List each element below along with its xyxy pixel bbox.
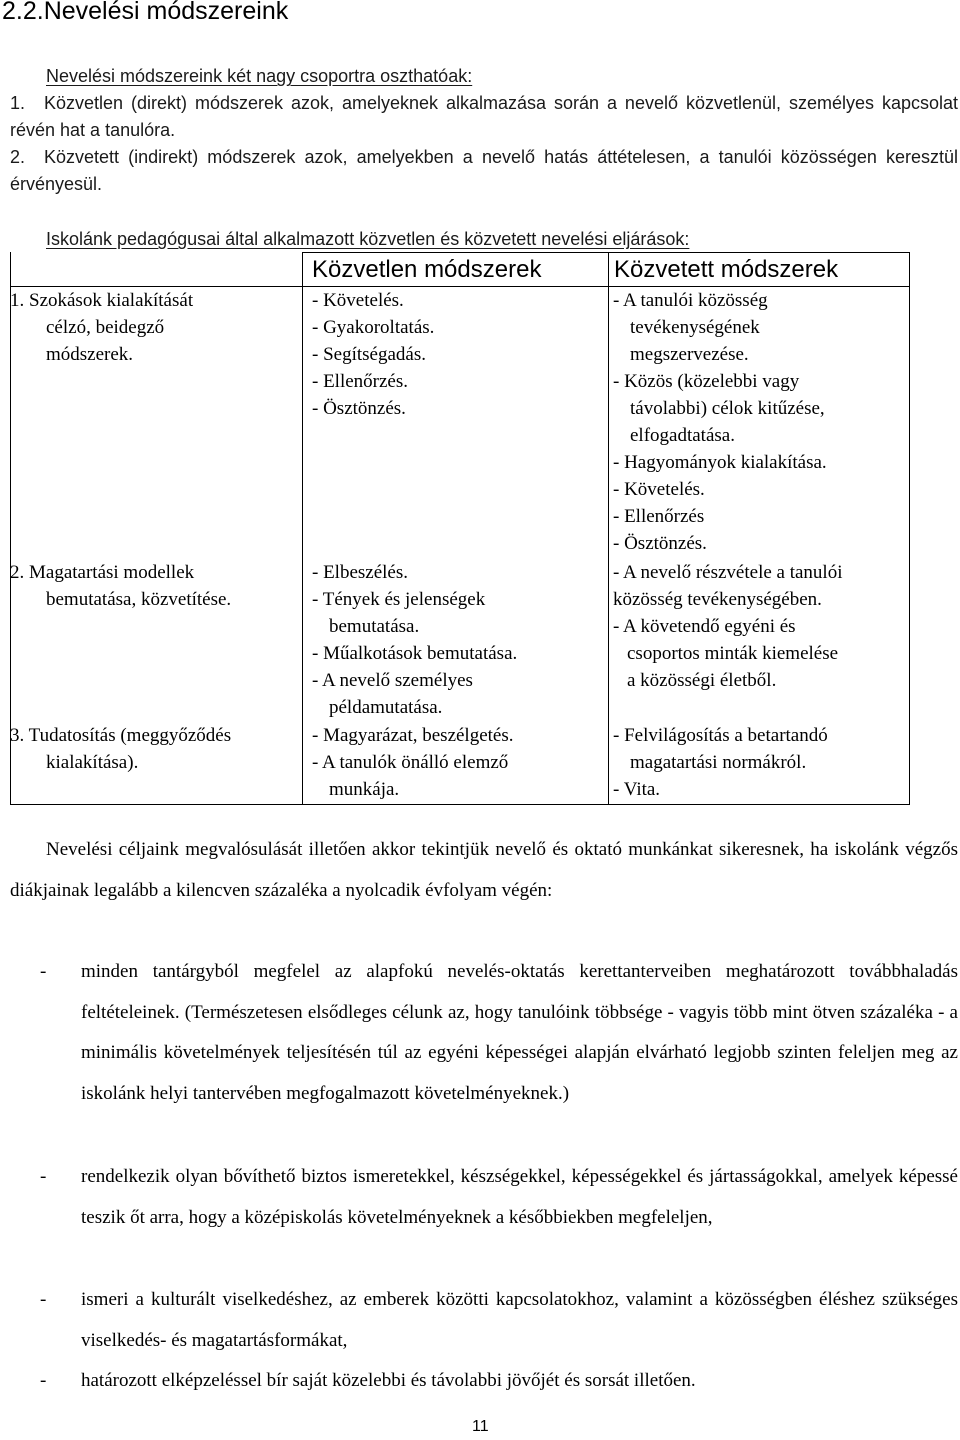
method-line: munkája. [329, 779, 400, 800]
category-line: bemutatása, közvetítése. [46, 589, 232, 610]
method-line: - Gyakoroltatás. [312, 317, 435, 338]
method-line: magatartási normákról. [630, 752, 807, 773]
bullet-text: ismeri a kulturált viselkedéshez, az emberek közötti kapcsolatokhoz, valamint a közösségben éléshez szükséges viselkedés- és magatartásformákat, [81, 1289, 958, 1351]
method-line: - Tények és jelenségek [312, 589, 486, 610]
goal-bullet [10, 1157, 958, 1238]
method-line: - A nevelő részvétele a tanulói [613, 562, 843, 583]
method-line: - Közös (közelebbi vagy [613, 371, 800, 392]
goals-paragraph-text: Nevelési céljaink megvalósulását illetően akkor tekintjük nevelő és oktató munkánkat sikeresnek, ha iskolánk végzős diákjainak legalább a kilencven százaléka a nyolcadik évfolyam végén: [10, 839, 958, 901]
method-line: a közösségi életből. [627, 670, 777, 691]
bullet-dash: - [40, 1289, 47, 1310]
indirect-cell [613, 559, 843, 694]
method-line: - Segítségadás. [312, 344, 426, 365]
method-line: elfogadtatása. [630, 425, 735, 446]
indirect-cell [613, 287, 827, 557]
category-cell [10, 722, 231, 776]
goal-bullet [10, 952, 958, 1114]
method-line: csoportos minták kiemelése [627, 643, 839, 664]
method-line: megszervezése. [630, 344, 749, 365]
category-line: kialakítása). [46, 752, 139, 773]
bullet-text: határozott elképzeléssel bír saját közelebbi és távolabbi jövőjét és sorsát illetően. [81, 1370, 696, 1391]
method-line: - Műalkotások bemutatása. [312, 643, 518, 664]
category-cell [10, 559, 231, 613]
direct-cell [312, 287, 434, 422]
page-number: 11 [472, 1418, 489, 1435]
category-line: 3. Tudatosítás (meggyőződés [10, 725, 232, 746]
direct-cell [312, 559, 517, 721]
bullet-dash: - [40, 1370, 47, 1391]
method-line: közösség tevékenységében. [613, 589, 822, 610]
method-line: - A tanulói közösség [613, 290, 768, 311]
method-line: bemutatása. [329, 616, 420, 637]
method-line: - A nevelő személyes [312, 670, 473, 691]
bullet-dash: - [40, 1166, 47, 1187]
method-line: - Ellenőrzés. [312, 371, 409, 392]
goals-paragraph [10, 830, 958, 911]
table-border [302, 252, 910, 253]
bullet-dash: - [40, 961, 47, 982]
method-type-item [10, 90, 958, 144]
section-heading: 2.2.Nevelési módszereink [2, 0, 289, 25]
direct-cell [312, 722, 514, 803]
method-line: - A tanulók önálló elemző [312, 752, 509, 773]
column-header-direct: Közvetlen módszerek [312, 256, 542, 283]
category-line: célzó, beidegző [46, 317, 165, 338]
table-border [608, 252, 609, 805]
item-text: Közvetlen (direkt) módszerek azok, amelyeknek alkalmazása során a nevelő közvetlenül, személyes kapcsolat révén hat a tanulóra. [10, 93, 958, 140]
method-line: távolabbi) célok kitűzése, [630, 398, 825, 419]
table-lead: Iskolánk pedagógusai által alkalmazott közvetlen és közvetett nevelési eljárások: [46, 229, 690, 249]
method-line: - Ellenőrzés [613, 506, 705, 527]
method-line: tevékenységének [630, 317, 760, 338]
category-line: 2. Magatartási modellek [10, 562, 195, 583]
column-header-indirect: Közvetett módszerek [614, 256, 839, 283]
method-line: - Magyarázat, beszélgetés. [312, 725, 514, 746]
method-line: - Hagyományok kialakítása. [613, 452, 827, 473]
item-number: 2. [10, 147, 26, 167]
table-border [10, 804, 910, 805]
method-line: példamutatása. [329, 697, 443, 718]
bullet-text: rendelkezik olyan bővíthető biztos ismeretekkel, készségekkel, képességekkel és jártasságokkal, amelyek képessé teszik őt arra, hogy a középiskolás követelményeknek a későbbiekben megfeleljen, [81, 1166, 958, 1228]
table-border [909, 252, 910, 805]
bullet-text: minden tantárgyból megfelel az alapfokú nevelés-oktatás kerettanterveiben meghatározott továbbhaladás feltételeinek. (Természetesen elsődleges célunk az, hogy tanulóink többsége - vagyis több mint ötven százaléka - a minimális követelmények teljesítésén túl az egyéni képességei alapján elvárható legjobb szinten feleljen meg az iskolánk helyi tantervében megfogalmazott követelményeknek.) [81, 961, 958, 1104]
category-line: 1. Szokások kialakítását [10, 290, 194, 311]
method-line: - Elbeszélés. [312, 562, 409, 583]
method-line: - Felvilágosítás a betartandó [613, 725, 828, 746]
item-number: 1. [10, 93, 26, 113]
goal-bullet [10, 1361, 958, 1402]
method-line: - Ösztönzés. [613, 533, 707, 554]
goal-bullet [10, 1280, 958, 1361]
methods-table [10, 252, 910, 805]
method-line: - Ösztönzés. [312, 398, 406, 419]
indirect-cell [613, 722, 828, 803]
method-line: - Követelés. [613, 479, 705, 500]
method-line: - A követendő egyéni és [613, 616, 796, 637]
intro-lead: Nevelési módszereink két nagy csoportra oszthatóak: [46, 66, 473, 86]
method-type-item [10, 144, 958, 198]
method-line: - Vita. [613, 779, 661, 800]
method-line: - Követelés. [312, 290, 404, 311]
item-text: Közvetett (indirekt) módszerek azok, amelyekben a nevelő hatás áttételesen, a tanulói közösségen keresztül érvényesül. [10, 147, 958, 194]
table-border [302, 252, 303, 805]
category-line: módszerek. [46, 344, 134, 365]
category-cell [10, 287, 193, 368]
